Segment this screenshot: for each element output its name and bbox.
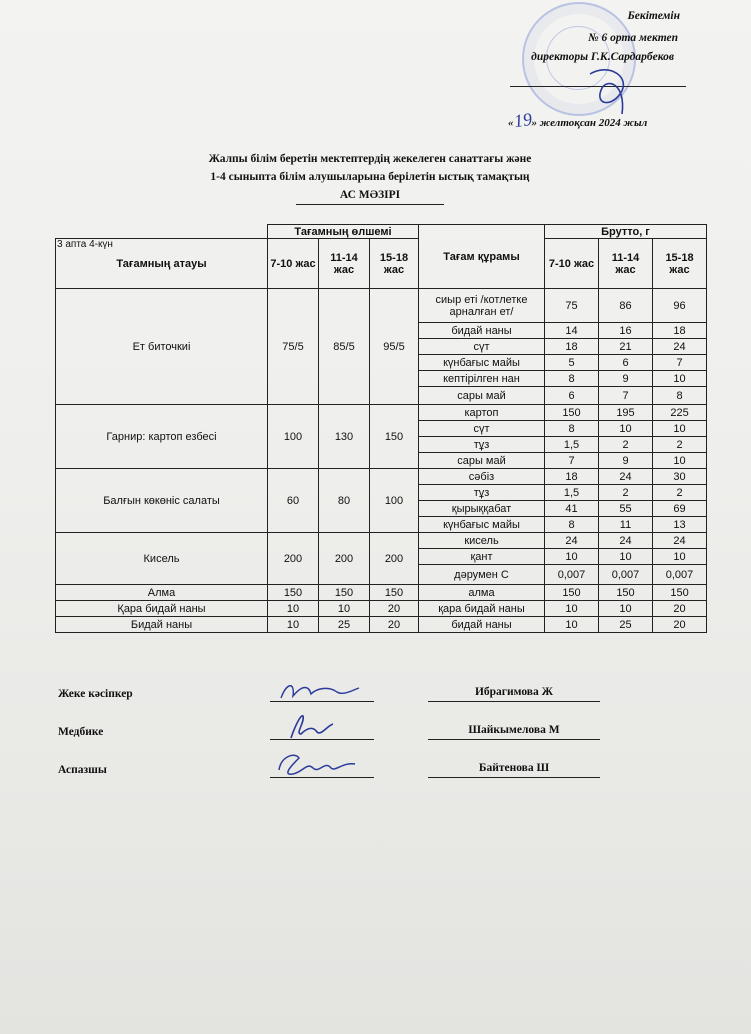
ingredient-gross: 24	[545, 533, 599, 549]
approval-day: 19	[512, 108, 533, 132]
ingredient-gross: 9	[599, 371, 653, 387]
ingredient-gross: 10	[653, 453, 707, 469]
approval-heading: Бекітемін	[627, 10, 680, 22]
dish-portion: 80	[319, 469, 370, 533]
ingredient-gross: 10	[653, 371, 707, 387]
dish-portion: 200	[319, 533, 370, 585]
header-row	[56, 239, 707, 255]
header-row	[56, 225, 707, 239]
signature-line	[270, 701, 374, 702]
ingredient-gross: 30	[653, 469, 707, 485]
ingredient-row	[56, 289, 707, 323]
header-age: 15-18 жас	[653, 239, 707, 289]
ingredient-row	[56, 585, 707, 601]
ingredient-name: бидай наны	[419, 323, 545, 339]
ingredient-name: алма	[419, 585, 545, 601]
ingredient-gross: 150	[545, 585, 599, 601]
dish-portion: 10	[319, 601, 370, 617]
dish-portion: 20	[370, 617, 419, 633]
dish-portion: 200	[268, 533, 319, 585]
ingredient-gross: 195	[599, 405, 653, 421]
signature-line	[270, 739, 374, 740]
ingredient-name: сүт	[419, 339, 545, 355]
ingredient-gross: 2	[653, 485, 707, 501]
ingredient-gross: 24	[653, 339, 707, 355]
signature-row-entrepreneur	[58, 676, 618, 706]
ingredient-gross: 10	[599, 549, 653, 565]
ingredient-name: күнбағыс майы	[419, 517, 545, 533]
ingredient-gross: 2	[653, 437, 707, 453]
ingredient-gross: 20	[653, 617, 707, 633]
ingredient-gross: 225	[653, 405, 707, 421]
approval-director: директоры Г.К.Сардарбеков	[531, 51, 674, 63]
dish-portion: 130	[319, 405, 370, 469]
ingredient-name: қара бидай наны	[419, 601, 545, 617]
ingredient-gross: 86	[599, 289, 653, 323]
ingredient-gross: 150	[545, 405, 599, 421]
ingredient-name: тұз	[419, 437, 545, 453]
ingredient-gross: 2	[599, 437, 653, 453]
ingredient-gross: 13	[653, 517, 707, 533]
signature-role: Аспазшы	[58, 764, 107, 776]
dish-portion: 60	[268, 469, 319, 533]
name-line	[428, 777, 600, 778]
ingredient-gross: 18	[545, 339, 599, 355]
signature-name: Шайкымелова М	[468, 724, 560, 736]
header-age: 11-14 жас	[319, 239, 370, 289]
week-day-cell	[56, 225, 268, 239]
ingredient-name: картоп	[419, 405, 545, 421]
ingredient-gross: 10	[653, 549, 707, 565]
ingredient-row	[56, 469, 707, 485]
ingredient-gross: 9	[599, 453, 653, 469]
ingredient-row	[56, 617, 707, 633]
header-portion: Тағамның өлшемі	[268, 225, 419, 239]
ingredient-gross: 18	[653, 323, 707, 339]
dish-portion: 100	[370, 469, 419, 533]
dish-portion: 85/5	[319, 289, 370, 405]
ingredient-gross: 7	[653, 355, 707, 371]
ingredient-gross: 10	[599, 421, 653, 437]
header-age: 11-14 жас	[599, 239, 653, 289]
header-age: 15-18 жас	[370, 239, 419, 289]
ingredient-gross: 16	[599, 323, 653, 339]
ingredient-gross: 10	[545, 601, 599, 617]
ingredient-gross: 10	[599, 601, 653, 617]
dish-name: Қара бидай наны	[56, 601, 268, 617]
dish-name: Балғын көкөніс салаты	[56, 469, 268, 533]
week-day-label: 3 апта 4-күн	[57, 239, 113, 250]
signature-scribble	[273, 712, 363, 742]
dish-portion: 95/5	[370, 289, 419, 405]
header-age: 7-10 жас	[545, 239, 599, 289]
ingredient-name: сиыр еті /котлетке арналған ет/	[419, 289, 545, 323]
ingredient-gross: 18	[545, 469, 599, 485]
ingredient-gross: 0,007	[653, 565, 707, 585]
signature-line	[270, 777, 374, 778]
director-signature	[580, 64, 640, 124]
dish-name: Кисель	[56, 533, 268, 585]
header-dish-name: Тағамның атауы	[56, 239, 268, 289]
ingredient-gross: 24	[653, 533, 707, 549]
dish-portion: 150	[268, 585, 319, 601]
signature-role: Жеке кәсіпкер	[58, 688, 133, 700]
signature-row-nurse	[58, 714, 618, 744]
dish-portion: 25	[319, 617, 370, 633]
ingredient-gross: 41	[545, 501, 599, 517]
header-composition: Тағам құрамы	[419, 225, 545, 289]
ingredient-name: сары май	[419, 387, 545, 405]
ingredient-gross: 96	[653, 289, 707, 323]
ingredient-row	[56, 601, 707, 617]
ingredient-gross: 6	[545, 387, 599, 405]
name-line	[428, 701, 600, 702]
ingredient-gross: 21	[599, 339, 653, 355]
signature-role: Медбике	[58, 726, 104, 738]
ingredient-name: бидай наны	[419, 617, 545, 633]
header-age: 7-10 жас	[268, 239, 319, 289]
dish-name: Бидай наны	[56, 617, 268, 633]
ingredient-gross: 24	[599, 469, 653, 485]
ingredient-gross: 7	[545, 453, 599, 469]
ingredient-gross: 24	[599, 533, 653, 549]
ingredient-gross: 8	[545, 421, 599, 437]
ingredient-gross: 1,5	[545, 485, 599, 501]
ingredient-gross: 0,007	[545, 565, 599, 585]
ingredient-gross: 75	[545, 289, 599, 323]
title-line-1: Жалпы білім беретін мектептердің жекелеген санаттағы және	[208, 153, 532, 165]
ingredient-name: тұз	[419, 485, 545, 501]
signature-name: Ибрагимова Ж	[474, 686, 554, 698]
ingredient-name: қырыққабат	[419, 501, 545, 517]
ingredient-gross: 7	[599, 387, 653, 405]
ingredient-gross: 20	[653, 601, 707, 617]
name-line	[428, 739, 600, 740]
ingredient-name: сары май	[419, 453, 545, 469]
ingredient-gross: 5	[545, 355, 599, 371]
approval-date: «19» желтоқсан 2024 жыл	[508, 108, 648, 132]
header-gross: Брутто, г	[545, 225, 707, 239]
ingredient-name: күнбағыс майы	[419, 355, 545, 371]
ingredient-gross: 2	[599, 485, 653, 501]
dish-portion: 10	[268, 601, 319, 617]
dish-name: Алма	[56, 585, 268, 601]
ingredient-gross: 14	[545, 323, 599, 339]
signature-scribble	[273, 750, 363, 780]
ingredient-name: кептірілген нан	[419, 371, 545, 387]
ingredient-gross: 11	[599, 517, 653, 533]
signature-row-cook	[58, 752, 618, 782]
dish-name: Ет биточкиі	[56, 289, 268, 405]
ingredient-gross: 8	[545, 517, 599, 533]
ingredient-gross: 10	[653, 421, 707, 437]
ingredient-gross: 69	[653, 501, 707, 517]
ingredient-gross: 0,007	[599, 565, 653, 585]
ingredient-row	[56, 533, 707, 549]
ingredient-gross: 150	[599, 585, 653, 601]
ingredient-gross: 6	[599, 355, 653, 371]
ingredient-gross: 8	[545, 371, 599, 387]
ingredient-name: дәрумен С	[419, 565, 545, 585]
dish-name: Гарнир: картоп езбесі	[56, 405, 268, 469]
dish-portion: 100	[268, 405, 319, 469]
signature-name: Байтенова Ш	[478, 762, 550, 774]
dish-portion: 150	[370, 585, 419, 601]
document-title	[150, 150, 590, 205]
dish-portion: 150	[370, 405, 419, 469]
menu-table	[55, 224, 707, 633]
ingredient-gross: 150	[653, 585, 707, 601]
ingredient-row	[56, 405, 707, 421]
ingredient-gross: 25	[599, 617, 653, 633]
approval-month-year: желтоқсан 2024 жыл	[539, 117, 648, 129]
ingredient-name: қант	[419, 549, 545, 565]
ingredient-name: кисель	[419, 533, 545, 549]
ingredient-name: сәбіз	[419, 469, 545, 485]
approval-school: № 6 орта мектеп	[588, 32, 678, 44]
ingredient-gross: 1,5	[545, 437, 599, 453]
ingredient-gross: 55	[599, 501, 653, 517]
dish-portion: 75/5	[268, 289, 319, 405]
ingredient-gross: 10	[545, 549, 599, 565]
ingredient-gross: 8	[653, 387, 707, 405]
ingredient-name: сүт	[419, 421, 545, 437]
title-line-2: 1-4 сыныпта білім алушыларына берілетін ыстық тамақтың	[210, 171, 530, 183]
dish-portion: 150	[319, 585, 370, 601]
ingredient-gross: 10	[545, 617, 599, 633]
dish-portion: 20	[370, 601, 419, 617]
dish-portion: 200	[370, 533, 419, 585]
title-line-3: АС МӘЗІРІ	[296, 186, 444, 205]
dish-portion: 10	[268, 617, 319, 633]
